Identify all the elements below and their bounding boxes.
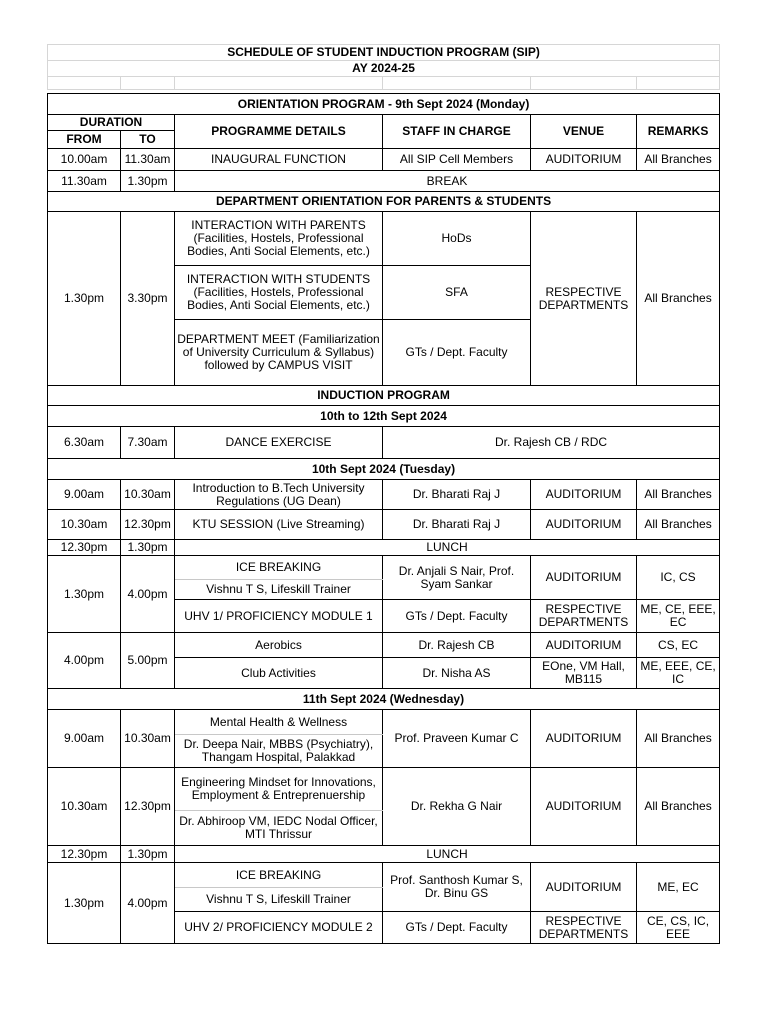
- to-cell: 3.30pm: [121, 212, 175, 386]
- details-cell: Club Activities: [175, 658, 383, 689]
- details-cell: Mental Health & Wellness: [175, 710, 383, 735]
- from-cell: 10.30am: [48, 768, 121, 846]
- staff-cell: Prof. Santhosh Kumar S, Dr. Binu GS: [383, 863, 531, 912]
- venue-cell: RESPECTIVE DEPARTMENTS: [531, 912, 637, 944]
- to-cell: 10.30am: [121, 480, 175, 510]
- to-cell: 10.30am: [121, 710, 175, 768]
- venue-cell: AUDITORIUM: [531, 510, 637, 540]
- lunch-cell: LUNCH: [175, 540, 720, 556]
- staff-cell: Prof. Praveen Kumar C: [383, 710, 531, 768]
- venue-cell: AUDITORIUM: [531, 480, 637, 510]
- table-row: [48, 633, 720, 658]
- staff-header: STAFF IN CHARGE: [383, 115, 531, 149]
- staff-cell: Dr. Rajesh CB: [383, 633, 531, 658]
- remarks-header: REMARKS: [637, 115, 720, 149]
- remarks-cell: All Branches: [637, 212, 720, 386]
- details-cell: UHV 1/ PROFICIENCY MODULE 1: [175, 600, 383, 633]
- venue-cell: AUDITORIUM: [531, 149, 637, 171]
- blank-cell: [48, 77, 121, 90]
- day10-header: 10th Sept 2024 (Tuesday): [48, 459, 720, 480]
- from-cell: 11.30am: [48, 171, 121, 192]
- from-cell: 4.00pm: [48, 633, 121, 689]
- dept-orientation-header: DEPARTMENT ORIENTATION FOR PARENTS & STUDENTS: [48, 192, 720, 212]
- blank-cell: [121, 77, 175, 90]
- from-header: FROM: [48, 131, 121, 149]
- staff-cell: Dr. Bharati Raj J: [383, 480, 531, 510]
- speaker-cell: Dr. Deepa Nair, MBBS (Psychiatry), Thangam Hospital, Palakkad: [175, 735, 383, 768]
- to-cell: 11.30am: [121, 149, 175, 171]
- table-row: [48, 212, 720, 266]
- remarks-cell: All Branches: [637, 510, 720, 540]
- table-row: [48, 846, 720, 863]
- staff-cell: GTs / Dept. Faculty: [383, 912, 531, 944]
- blank-cell: [637, 77, 720, 90]
- venue-header: VENUE: [531, 115, 637, 149]
- remarks-cell: ME, CE, EEE, EC: [637, 600, 720, 633]
- remarks-cell: All Branches: [637, 480, 720, 510]
- table-row: [48, 171, 720, 192]
- venue-cell: EOne, VM Hall, MB115: [531, 658, 637, 689]
- details-cell: INAUGURAL FUNCTION: [175, 149, 383, 171]
- details-cell: INTERACTION WITH STUDENTS (Facilities, Hostels, Professional Bodies, Anti Social Elements, etc.): [175, 266, 383, 320]
- to-cell: 12.30pm: [121, 510, 175, 540]
- induction-dates: 10th to 12th Sept 2024: [48, 406, 720, 427]
- remarks-cell: CE, CS, IC, EEE: [637, 912, 720, 944]
- staff-cell: GTs / Dept. Faculty: [383, 600, 531, 633]
- table-row: [48, 149, 720, 171]
- details-cell: Introduction to B.Tech University Regulations (UG Dean): [175, 480, 383, 510]
- remarks-cell: All Branches: [637, 149, 720, 171]
- to-cell: 1.30pm: [121, 540, 175, 556]
- blank-cell: [383, 77, 531, 90]
- details-cell: ICE BREAKING: [175, 556, 383, 580]
- details-cell: Engineering Mindset for Innovations, Employment & Entreprenuership: [175, 768, 383, 811]
- to-cell: 4.00pm: [121, 863, 175, 944]
- from-cell: 6.30am: [48, 427, 121, 459]
- blank-cell: [175, 77, 383, 90]
- from-cell: 9.00am: [48, 710, 121, 768]
- from-cell: 10.00am: [48, 149, 121, 171]
- schedule-table: [47, 44, 720, 90]
- from-cell: 1.30pm: [48, 556, 121, 633]
- to-cell: 1.30pm: [121, 846, 175, 863]
- venue-cell: AUDITORIUM: [531, 768, 637, 846]
- trainer-cell: Vishnu T S, Lifeskill Trainer: [175, 888, 383, 912]
- details-cell: ICE BREAKING: [175, 863, 383, 888]
- speaker-cell: Dr. Abhiroop VM, IEDC Nodal Officer, MTI Thrissur: [175, 811, 383, 846]
- staff-cell: Dr. Bharati Raj J: [383, 510, 531, 540]
- to-cell: 4.00pm: [121, 556, 175, 633]
- remarks-cell: ME, EEE, CE, IC: [637, 658, 720, 689]
- from-cell: 1.30pm: [48, 863, 121, 944]
- remarks-cell: All Branches: [637, 710, 720, 768]
- orientation-header: ORIENTATION PROGRAM - 9th Sept 2024 (Monday): [48, 94, 720, 115]
- venue-cell: AUDITORIUM: [531, 863, 637, 912]
- document-title: SCHEDULE OF STUDENT INDUCTION PROGRAM (SIP): [48, 45, 720, 61]
- remarks-cell: CS, EC: [637, 633, 720, 658]
- from-cell: 1.30pm: [48, 212, 121, 386]
- details-cell: INTERACTION WITH PARENTS (Facilities, Hostels, Professional Bodies, Anti Social Elements, etc.): [175, 212, 383, 266]
- table-row: [48, 556, 720, 580]
- staff-cell: Dr. Nisha AS: [383, 658, 531, 689]
- to-cell: 7.30am: [121, 427, 175, 459]
- venue-cell: RESPECTIVE DEPARTMENTS: [531, 212, 637, 386]
- from-cell: 9.00am: [48, 480, 121, 510]
- staff-cell: SFA: [383, 266, 531, 320]
- main-schedule-table: [47, 93, 720, 944]
- details-cell: UHV 2/ PROFICIENCY MODULE 2: [175, 912, 383, 944]
- venue-cell: RESPECTIVE DEPARTMENTS: [531, 600, 637, 633]
- blank-cell: [531, 77, 637, 90]
- to-cell: 1.30pm: [121, 171, 175, 192]
- break-cell: BREAK: [175, 171, 720, 192]
- from-cell: 12.30pm: [48, 846, 121, 863]
- venue-cell: AUDITORIUM: [531, 710, 637, 768]
- from-cell: 10.30am: [48, 510, 121, 540]
- from-cell: 12.30pm: [48, 540, 121, 556]
- staff-cell: Dr. Rekha G Nair: [383, 768, 531, 846]
- table-row: [48, 480, 720, 510]
- staff-cell: Dr. Anjali S Nair, Prof. Syam Sankar: [383, 556, 531, 600]
- table-row: [48, 540, 720, 556]
- details-header: PROGRAMME DETAILS: [175, 115, 383, 149]
- table-row: [48, 863, 720, 888]
- staff-cell: Dr. Rajesh CB / RDC: [383, 427, 720, 459]
- to-cell: 5.00pm: [121, 633, 175, 689]
- to-cell: 12.30pm: [121, 768, 175, 846]
- schedule-sheet: [47, 44, 719, 944]
- remarks-cell: ME, EC: [637, 863, 720, 912]
- academic-year: AY 2024-25: [48, 61, 720, 77]
- trainer-cell: Vishnu T S, Lifeskill Trainer: [175, 580, 383, 600]
- remarks-cell: All Branches: [637, 768, 720, 846]
- details-cell: DEPARTMENT MEET (Familiarization of University Curriculum & Syllabus) followed by CAMPUS VISIT: [175, 320, 383, 386]
- staff-cell: HoDs: [383, 212, 531, 266]
- remarks-cell: IC, CS: [637, 556, 720, 600]
- induction-header: INDUCTION PROGRAM: [48, 386, 720, 406]
- day11-header: 11th Sept 2024 (Wednesday): [48, 689, 720, 710]
- table-row: [48, 768, 720, 811]
- lunch-cell: LUNCH: [175, 846, 720, 863]
- details-cell: KTU SESSION (Live Streaming): [175, 510, 383, 540]
- details-cell: DANCE EXERCISE: [175, 427, 383, 459]
- staff-cell: GTs / Dept. Faculty: [383, 320, 531, 386]
- venue-cell: AUDITORIUM: [531, 633, 637, 658]
- staff-cell: All SIP Cell Members: [383, 149, 531, 171]
- duration-header: DURATION: [48, 115, 175, 131]
- to-header: TO: [121, 131, 175, 149]
- table-row: [48, 427, 720, 459]
- table-row: [48, 510, 720, 540]
- details-cell: Aerobics: [175, 633, 383, 658]
- venue-cell: AUDITORIUM: [531, 556, 637, 600]
- table-row: [48, 710, 720, 735]
